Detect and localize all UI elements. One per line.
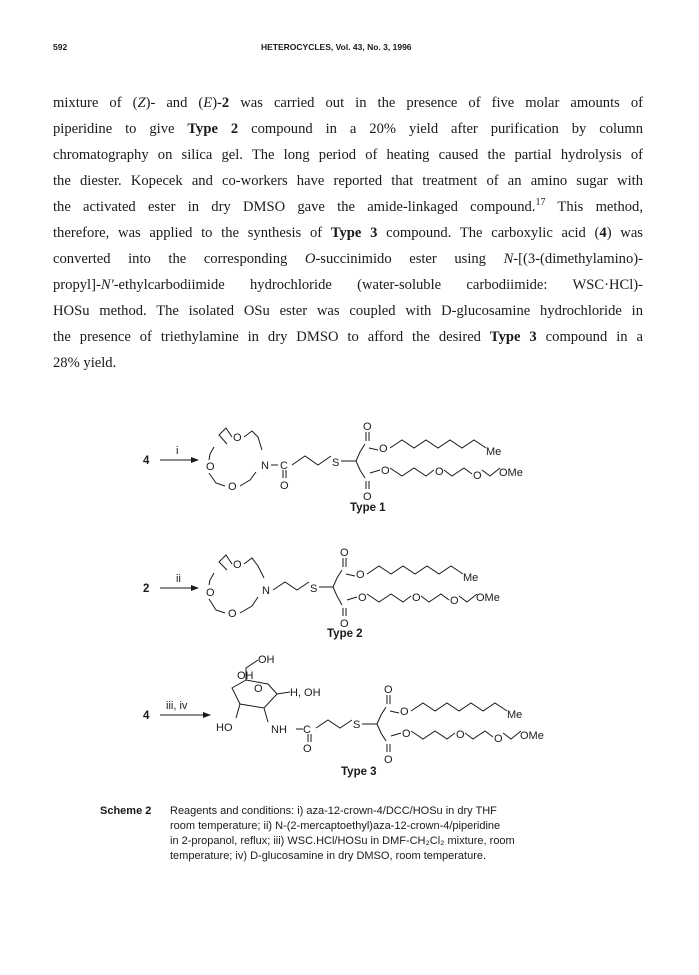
methyl-label: Me	[507, 709, 523, 721]
atom-o: O	[400, 706, 409, 718]
atom-s: S	[353, 719, 361, 731]
text-line-5: the activated ester in dry DMSO gave the amide-linkaged compound.$^{17}$ This method,	[53, 197, 644, 215]
text-line-3: chromatography on silica gel. The long period of heating caused the partial hydrolysis of	[53, 147, 643, 163]
methyl-label: Me	[486, 446, 502, 458]
atom-o: O	[412, 592, 421, 604]
atom-o: O	[473, 470, 482, 482]
atom-o: O	[303, 743, 312, 755]
product-label-type2: Type 2	[327, 628, 363, 640]
methoxy-label: OMe	[476, 592, 500, 604]
atom-s: S	[310, 583, 318, 595]
text-line-1: mixture of (Z)- and (E)-2 was carried out in the presence of five molar amounts of	[53, 95, 643, 111]
product-label-type3: Type 3	[341, 766, 377, 778]
text-line-4: the diester. Kopecek and co-workers have reported that treatment of an amino sugar with	[53, 173, 643, 189]
text-line-9: HOSu method. The isolated OSu ester was coupled with D-glucosamine hydrochloride in	[53, 303, 643, 319]
atom-o: O	[280, 480, 289, 492]
atom-o: O	[206, 587, 215, 599]
atom-o: O	[233, 559, 242, 571]
atom-o: O	[358, 592, 367, 604]
atom-c: C	[280, 460, 288, 472]
text-line-6: therefore, was applied to the synthesis of Type 3 compound. The carboxylic acid (4) was	[53, 225, 643, 241]
atom-o: O	[254, 683, 263, 695]
start-compound-3: 4	[143, 710, 150, 722]
atom-o: O	[340, 618, 349, 630]
methoxy-label: OMe	[499, 467, 523, 479]
start-compound-2: 2	[143, 583, 150, 595]
reagent-label-1: i	[176, 445, 179, 457]
atom-o: O	[363, 491, 372, 503]
atom-o: O	[384, 754, 393, 766]
hydroxyl-label: OH	[258, 654, 275, 666]
atom-o: O	[233, 432, 242, 444]
amine-label: NH	[271, 724, 287, 736]
atom-o: O	[384, 684, 393, 696]
atom-o: O	[228, 608, 237, 620]
text-line-2: piperidine to give Type 2 compound in a 20% yield after purification by column	[53, 121, 643, 137]
text-line-7: converted into the corresponding O-succinimido ester using N-[(3-(dimethylamino)-	[53, 251, 643, 267]
reagent-label-2: ii	[176, 573, 181, 585]
methyl-label: Me	[463, 572, 479, 584]
atom-n: N	[262, 585, 270, 597]
atom-n: N	[261, 460, 269, 472]
hydroxyl-label: OH	[237, 670, 254, 682]
atom-o: O	[379, 443, 388, 455]
caption-line-1: Reagents and conditions: i) aza-12-crown-4/DCC/HOSu in dry THF	[170, 805, 497, 817]
caption-line-3: in 2-propanol, reflux; iii) WSC.HCl/HOSu in DMF-CH₂Cl₂ mixture, room	[170, 835, 515, 847]
hydroxyl-label: HO	[216, 722, 233, 734]
page-number: 592	[53, 42, 68, 52]
atom-o: O	[228, 481, 237, 493]
atom-o: O	[381, 465, 390, 477]
text-line-8: propyl]-N'-ethylcarbodiimide hydrochloride (water-soluble carbodiimide: WSC·HCl)-	[53, 277, 643, 293]
atom-o: O	[363, 421, 372, 433]
methoxy-label: OMe	[520, 730, 544, 742]
product-label-type1: Type 1	[350, 502, 386, 514]
caption-line-4: temperature; iv) D-glucosamine in dry DMSO, room temperature.	[170, 850, 487, 862]
atom-o: O	[340, 547, 349, 559]
running-header: HETEROCYCLES, Vol. 43, No. 3, 1996	[261, 42, 412, 52]
atom-o: O	[456, 729, 465, 741]
atom-s: S	[332, 457, 340, 469]
atom-o: O	[435, 466, 444, 478]
start-compound-1: 4	[143, 455, 150, 467]
atom-o: O	[450, 595, 459, 607]
text-line-10: the presence of triethylamine in dry DMSO to afford the desired Type 3 compound in a	[53, 329, 643, 345]
text-line-11: 28% yield.	[53, 355, 117, 371]
atom-o: O	[356, 569, 365, 581]
atom-o: O	[206, 461, 215, 473]
caption-title: Scheme 2	[100, 805, 152, 817]
reagent-label-3: iii, iv	[166, 700, 188, 712]
caption-line-2: room temperature; ii) N-(2-mercaptoethyl)aza-12-crown-4/piperidine	[170, 820, 501, 832]
scheme-caption	[100, 804, 620, 864]
atom-c: C	[303, 724, 311, 736]
anomeric-label: H, OH	[290, 687, 321, 699]
atom-o: O	[494, 733, 503, 745]
atom-o: O	[402, 728, 411, 740]
